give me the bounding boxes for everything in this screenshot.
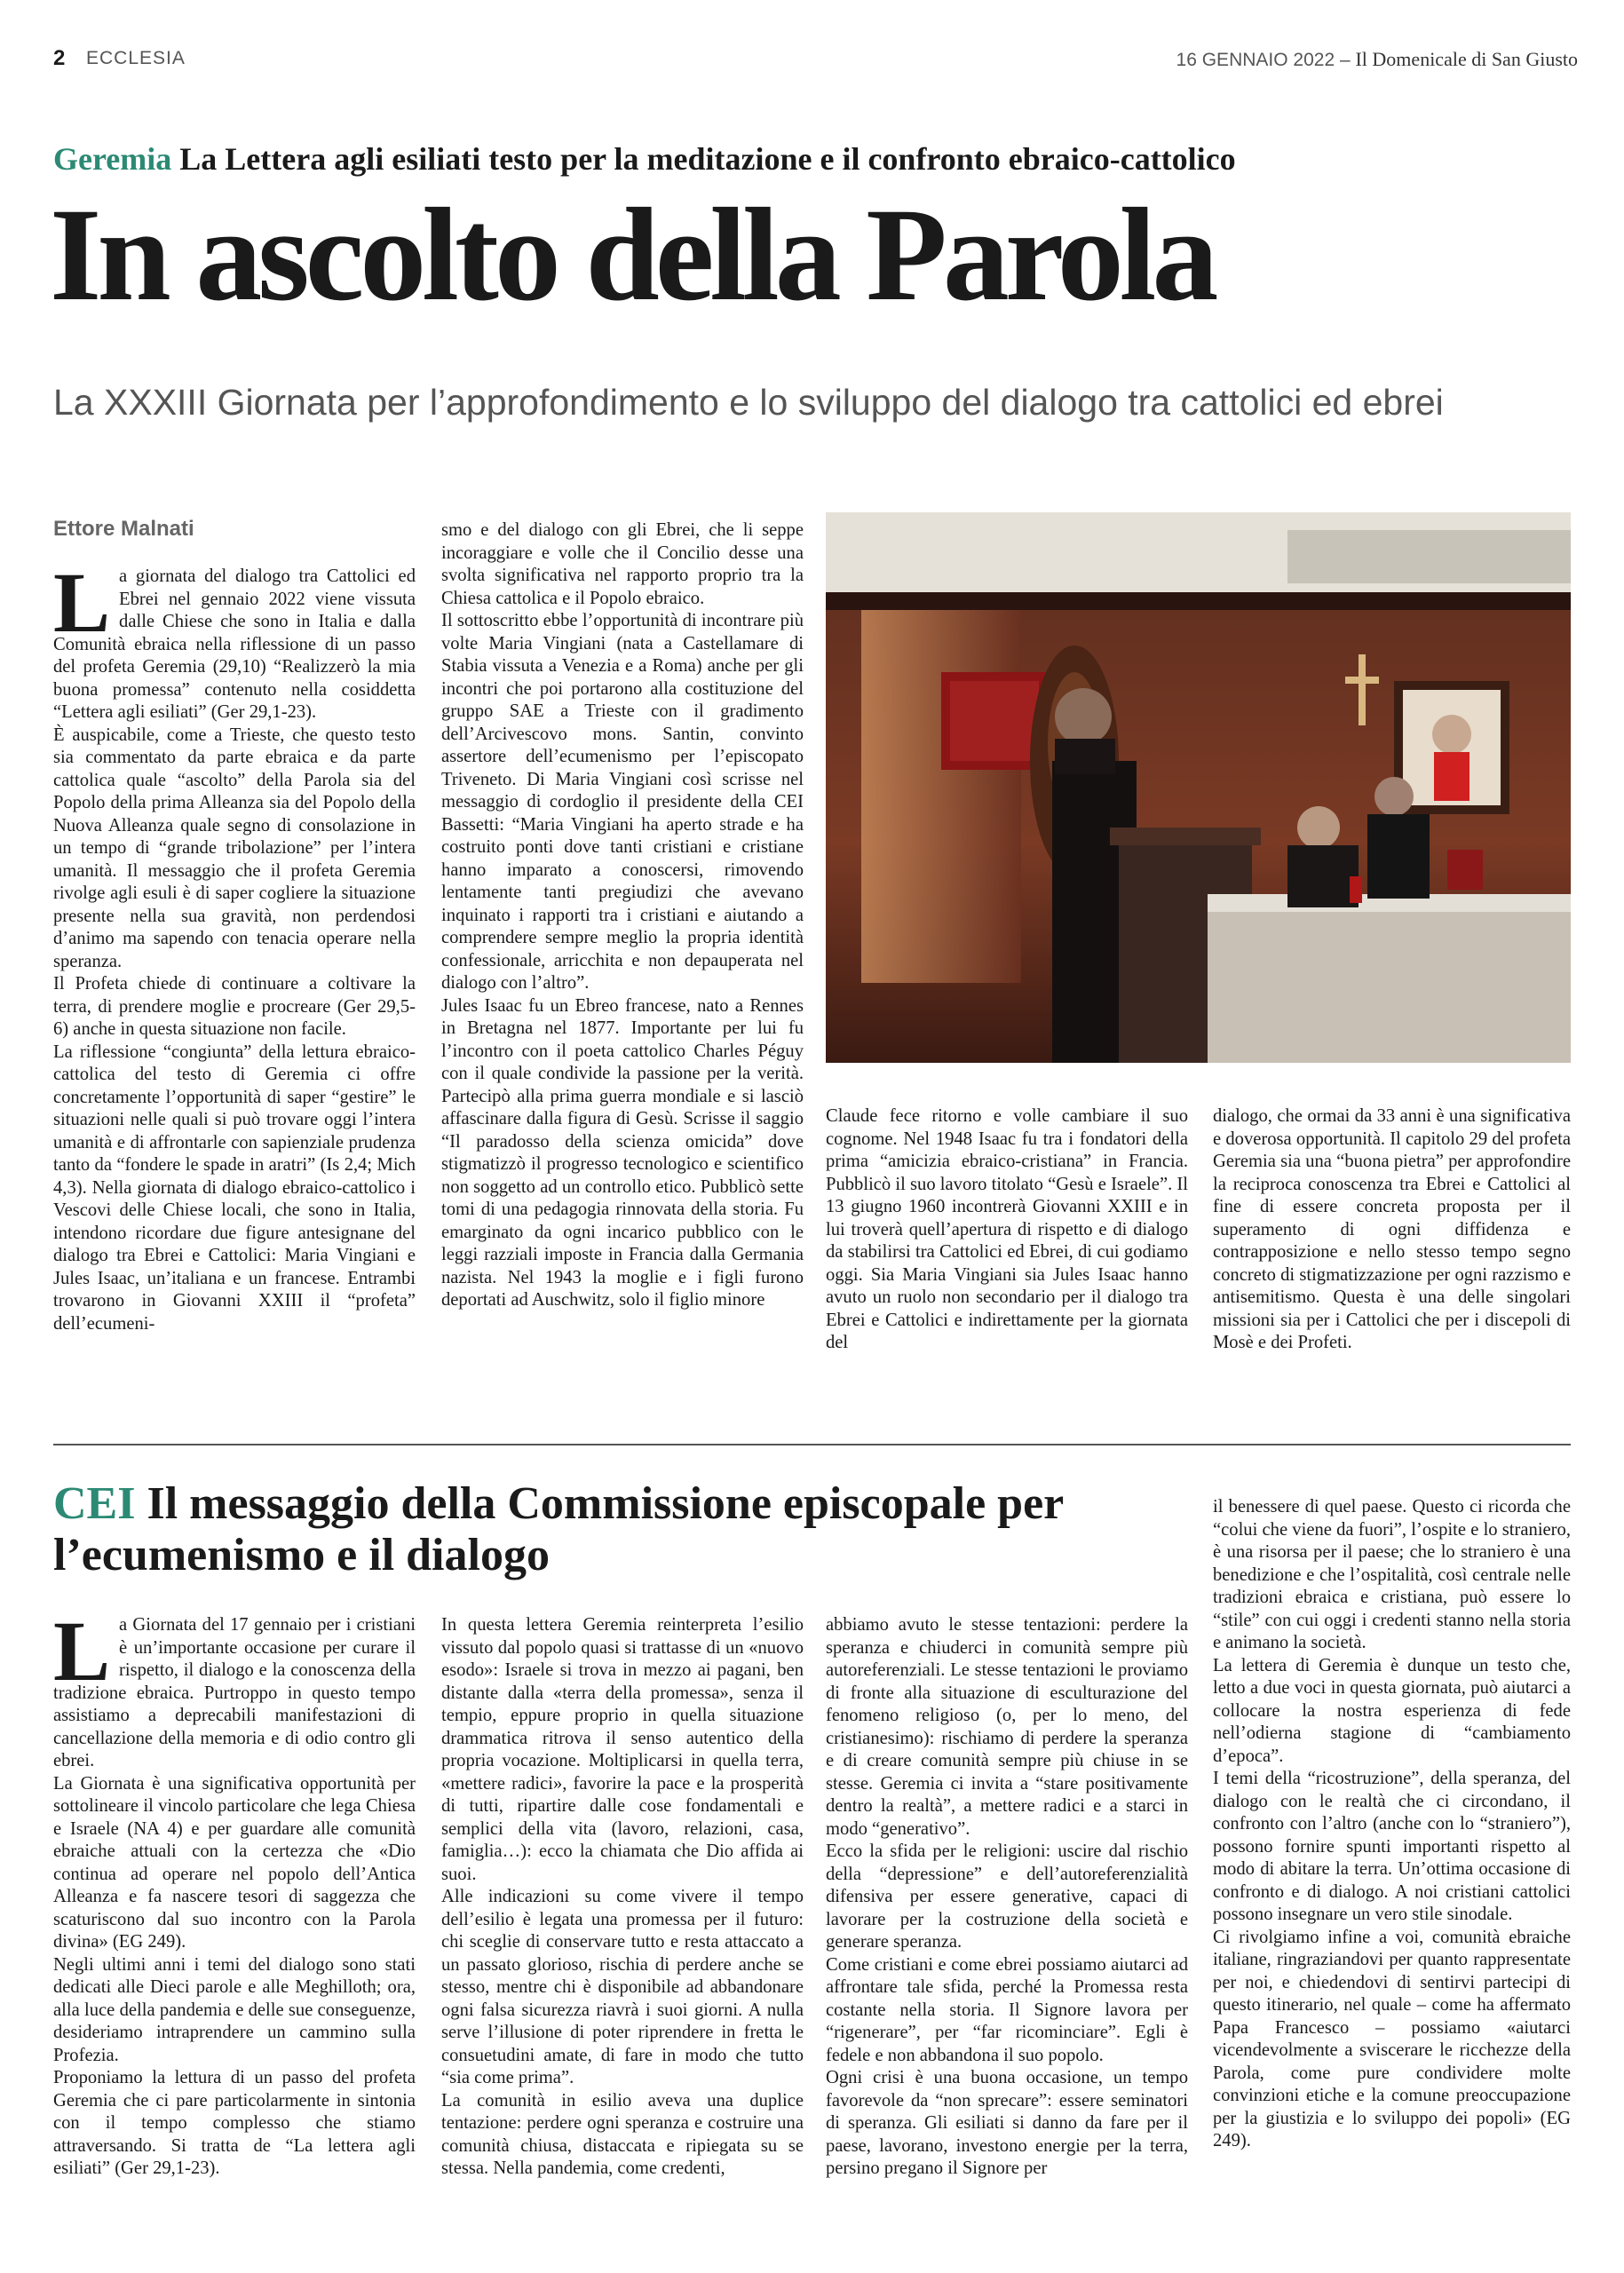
article2-paragraph: Proponiamo la lettura di un passo del profeta Geremia che ci pare particolarmente in sintonia con il tempo complesso che stiamo attraversando. Si tratta de “La lettera agli esiliati” (Ger 29,1-23). bbox=[53, 2068, 416, 2178]
article1-paragraph bbox=[53, 555, 416, 725]
article1-column-3 bbox=[826, 1105, 1188, 1355]
masthead bbox=[1176, 48, 1578, 71]
article2-dropcap: L bbox=[53, 1604, 111, 1699]
article1-photo bbox=[826, 512, 1571, 1063]
article1-paragraph: Jules Isaac fu un Ebreo francese, nato a Rennes in Bretagna nel 1877. Importante per lui fu l’incontro con il poeta cattolico Charles Péguy con il quale condivide la passione per la verità. Partecipò alla prima guerra mondiale e si lasciò affascinare dalla figura di Gesù. Scrisse il saggio “Il paradosso della scienza omicida” dove stigmatizzò il progresso tecnologico e scientifico non soggetto ad un controllo etico. Pubblicò sette tomi di una pedagogia rinnovata della storia. Fu emarginato da ogni incarico pubblico con le leggi razziali imposte in Francia dalla Germania nazista. Nel 1943 la moglie e i figli furono deportati ad Auschwitz, solo il figlio minore bbox=[441, 995, 804, 1310]
article1-paragraph: smo e del dialogo con gli Ebrei, che li seppe incoraggiare e volle che il Concilio desse una svolta significativa nel rapporto proprio tra la Chiesa cattolica e il Popolo ebraico. bbox=[441, 520, 804, 608]
article2-paragraph: Come cristiani e come ebrei possiamo aiutarci ad affrontare tale sfida, perché la Promessa resta costante nella storia. Il Signore lavora per “rigenerare”, per “far ricominciare”. Egli è fedele e non abbandona il suo popolo. bbox=[826, 1954, 1188, 2065]
page-number: 2 bbox=[53, 46, 66, 70]
article1-paragraph: Il Profeta chiede di continuare a coltivare la terra, di prendere moglie e procreare (Ger 29,5-6) anche in questa situazione non facile. bbox=[53, 974, 416, 1039]
article1-paragraph: È auspicabile, come a Trieste, che questo testo sia commentato da parte ebraica e da parte cattolica quale “ascolto” della Parola sia del Popolo della prima Alleanza sia del Popolo della Nuova Alleanza quale segno di consolazione in un tempo di “grande tribolazione” per l’intera umanità. Il messaggio che il profeta Geremia rivolge agli esuli è di saper cogliere la situazione presente nella sua gravità, non perdendosi d’animo ma sapendo con tenacia operare nella speranza. bbox=[53, 725, 416, 971]
article2-paragraph: Alle indicazioni su come vivere il tempo dell’esilio è legata una promessa per il futuro: chi sceglie di conservare tutto e resta attaccato a un passato glorioso, rischia di perdere anche se stesso, mentre chi è disponibile ad abbandonare ogni falsa sicurezza riavrà i suoi giorni. A nulla serve l’illusione di poter riprendere in fretta le consuetudini amate, di fare in modo che tutto “sia come prima”. bbox=[441, 1887, 804, 2087]
article2-paragraph: Negli ultimi anni i temi del dialogo sono stati dedicati alle Dieci parole e alle Meghilloth; ora, alla luce della pandemia e delle sue conseguenze, desideriamo intraprendere un cammino sulla Profezia. bbox=[53, 1954, 416, 2065]
article1-author: Ettore Malnati bbox=[53, 517, 194, 541]
article1-paragraph: Claude fece ritorno e volle cambiare il suo cognome. Nel 1948 Isaac fu tra i fondatori della prima “amicizia ebraico-cristiana” in Francia. Pubblicò il suo lavoro titolato “Gesù e Israele”. Il 13 giugno 1960 incontrerà Giovanni XXIII e in lui troverà quell’apertura di rispetto e di dialogo da stabilirsi tra Cattolici ed Ebrei, di cui godiamo oggi. Sia Maria Vingiani sia Jules Isaac hanno avuto un ruolo non secondario per il dialogo tra Ebrei e Cattolici e indirettamente per la giornata del bbox=[826, 1106, 1188, 1352]
article2-paragraph: I temi della “ricostruzione”, della speranza, del dialogo con le realtà che ci circondano, il confronto con l’altro (anche con lo “straniero”), possono fornire spunti importanti rispetto al modo di abitare la terra. Un’ottima occasione di confronto e di dialogo. A noi cristiani cattolici possono insegnare un vero stile sinodale. bbox=[1213, 1769, 1571, 1924]
article1-dropcap: L bbox=[53, 555, 111, 650]
article2-column-1 bbox=[53, 1604, 416, 2181]
article1-paragraph: La riflessione “congiunta” della lettura ebraico-cattolica del testo di Geremia ci offre concretamente l’opportunità di saper “gestire” le situazioni nelle quali si può trovare oggi l’intera umanità e di affrontarle con sapienziale prudenza tanto da “fondere le spade in aratri” (Is 2,4; Mich 4,3). Nella giornata di dialogo ebraico-cattolico i Vescovi delle Chiese locali, che sono in Italia, intendono ricordare due figure antesignane del dialogo tra Ebrei e Cattolici: Maria Vingiani e Jules Isaac, un’italiana e un francese. Entrambi trovarono in Giovanni XXIII il “profeta” dell’ecumeni- bbox=[53, 1041, 416, 1334]
masthead-separator: – bbox=[1335, 50, 1356, 70]
article2-title bbox=[53, 1478, 1190, 1581]
article2-paragraph: La Giornata è una significativa opportunità per sottolineare il vincolo particolare che lega Chiesa e Israele (NA 4) e per guardare alle comunità ebraiche attuali con la certezza che «Dio continua ad operare nel popolo dell’Antica Alleanza e fa nascere tesori di saggezza che scaturiscono dal suo incontro con la Parola divina» (EG 249). bbox=[53, 1773, 416, 1952]
article2-title-text: Il messaggio della Commissione episcopale per l’ecumenismo e il dialogo bbox=[53, 1478, 1064, 1580]
article1-column-4 bbox=[1213, 1105, 1571, 1355]
article1-paragraph: Il sottoscritto ebbe l’opportunità di incontrare più volte Maria Vingiani (nata a Castellamare di Stabia vissuta a Venezia e a Roma) anche per gli incontri che poi portarono alla costituzione del gruppo SAE a Trieste con il gradimento dell’Arcivescovo mons. Santin, convinto assertore dell’ecumenismo per l’episcopato Triveneto. Di Maria Vingiani così scrisse nel messaggio di cordoglio il presidente della CEI Bassetti: “Maria Vingiani ha aperto strade e ha costruito ponti dove tanti cristiani e cristiane hanno imparato a conoscersi, rimovendo lentamente tanti pregiudizi che avevano inquinato i rapporti tra i cristiani e aiutando a comprendere sempre meglio la propria identità confessionale, arricchita e non depauperata nel dialogo con l’altro”. bbox=[441, 611, 804, 993]
article2-paragraph: In questa lettera Geremia reinterpreta l’esilio vissuto dal popolo quasi si trattasse di un «nuovo esodo»: Israele si trova in mezzo ai pagani, ben distante dalla «terra della promessa», senza il tempio, eppure proprio in quella situazione drammatica ritrova il senso autentico della propria vocazione. Moltiplicarsi in quella terra, «mettere radici», favorire la pace e la prosperità di tutti, ripartire dalle cose fondamentali e semplici della vita (lavoro, relazioni, casa, famiglia…): ecco la chiamata che Dio affida ai suoi. bbox=[441, 1615, 804, 1884]
section-divider bbox=[53, 1444, 1571, 1445]
article2-column-2 bbox=[441, 1614, 804, 2181]
article2-paragraph: Ogni crisi è una buona occasione, un tempo favorevole da “non sprecare”: essere seminatori di speranza. Gli esiliati si danno da fare per il paese, lavorano, investono energie per la terra, persino pregano il Signore per bbox=[826, 2068, 1188, 2178]
article2-paragraph: Ecco la sfida per le religioni: uscire dal rischio della “depressione” e dell’autoreferenzialità difensiva per essere generative, capaci di lavorare per la costruzione della società e generare speranza. bbox=[826, 1841, 1188, 1952]
article2-paragraph: La comunità in esilio aveva una duplice tentazione: perdere ogni speranza e costruire una comunità chiusa, distaccata e ripiegata su se stessa. Nella pandemia, come credenti, bbox=[441, 2090, 804, 2178]
article1-paragraph: dialogo, che ormai da 33 anni è una significativa e doverosa opportunità. Il capitolo 29 del profeta Geremia sia una “buona pietra” per approfondire la reciproca conoscenza tra Ebrei e Cattolici al fine di essere concreta proposta per il superamento di ogni diffidenza e contrapposizione e nello stesso tempo segno concreto di stigmatizzazione per ogni razzismo e antisemitismo. Questa è una delle singolari missioni sia per i Cattolici che per i discepoli di Mosè e dei Profeti. bbox=[1213, 1106, 1571, 1352]
issue-date: 16 GENNAIO 2022 bbox=[1176, 50, 1335, 70]
publication-name: Il Domenicale di San Giusto bbox=[1355, 48, 1578, 70]
article2-kicker-tag: CEI bbox=[53, 1478, 136, 1529]
article1-kicker-text: La Lettera agli esiliati testo per la meditazione e il confronto ebraico-cattolico bbox=[171, 141, 1236, 177]
article2-column-3 bbox=[826, 1614, 1188, 2181]
article1-subtitle: La XXXIII Giornata per l’approfondimento e lo sviluppo del dialogo tra cattolici ed ebrei bbox=[53, 382, 1444, 423]
article2-paragraph: Ci rivolgiamo infine a voi, comunità ebraiche italiane, ringraziandovi per quanto rappresentate per noi, e chiedendovi di sentirvi partecipi di questo itinerario, nel quale – come ha affermato Papa Francesco – possiamo «aiutarci vicendevolmente a sviscerare le ricchezze della Parola, come pure condividere molte convinzioni etiche e la comune preoccupazione per la giustizia e lo sviluppo dei popoli» (EG 249). bbox=[1213, 1927, 1571, 2150]
article1-column-2 bbox=[441, 519, 804, 1312]
article1-kicker bbox=[53, 140, 1236, 178]
article2-paragraph: La lettera di Geremia è dunque un testo che, letto a due voci in questa giornata, può aiutarci a collocare la nostra esperienza di fede nell’odierna stagione di “cambiamento d’epoca”. bbox=[1213, 1655, 1571, 1766]
article1-column-1 bbox=[53, 555, 416, 1335]
article1-kicker-tag: Geremia bbox=[53, 141, 172, 177]
article2-paragraph: abbiamo avuto le stesse tentazioni: perdere la speranza e chiuderci in comunità sempre più autoreferenziali. Le stesse tentazioni le proviamo di fronte alla situazione di esculturazione del fenomeno religioso (o, per lo meno, del cristianesimo): rischiamo di perdere la speranza e di creare comunità sempre più chiuse in se stesse. Geremia ci invita a “stare positivamente dentro la realtà”, a mettere radici e a starci in modo “generativo”. bbox=[826, 1615, 1188, 1839]
article1-paragraph-text: a giornata del dialogo tra Cattolici ed Ebrei nel gennaio 2022 viene vissuta dalle Chiese che sono in Italia e dalla Comunità ebraica nella riflessione di un passo del profeta Geremia (29,10) “Realizzerò la mia buona promessa” contenuto nella cosiddetta “Lettera agli esiliati” (Ger 29,1-23). bbox=[53, 566, 416, 722]
conference-photo-illustration bbox=[826, 512, 1571, 1063]
section-name: ECCLESIA bbox=[86, 48, 186, 68]
article2-column-4 bbox=[1213, 1496, 1571, 2153]
article2-paragraph-text: a Giornata del 17 gennaio per i cristiani è un’importante occasione per curare il rispetto, il dialogo e la conoscenza della tradizione ebraica. Purtroppo in questo tempo assistiamo a deprecabili manifestazioni di cancellazione della memoria e di odio contro gli ebrei. bbox=[53, 1615, 416, 1770]
article1-title: In ascolto della Parola bbox=[50, 181, 1215, 329]
article2-paragraph: il benessere di quel paese. Questo ci ricorda che “colui che viene da fuori”, l’ospite e lo straniero, è una risorsa per il paese; che lo straniero è una benedizione e che l’ospitalità, così centrale nelle tradizioni ebraica e cristiana, può essere lo “stile” con cui oggi i credenti stanno nella storia e animano la società. bbox=[1213, 1497, 1571, 1652]
article2-paragraph bbox=[53, 1604, 416, 1773]
